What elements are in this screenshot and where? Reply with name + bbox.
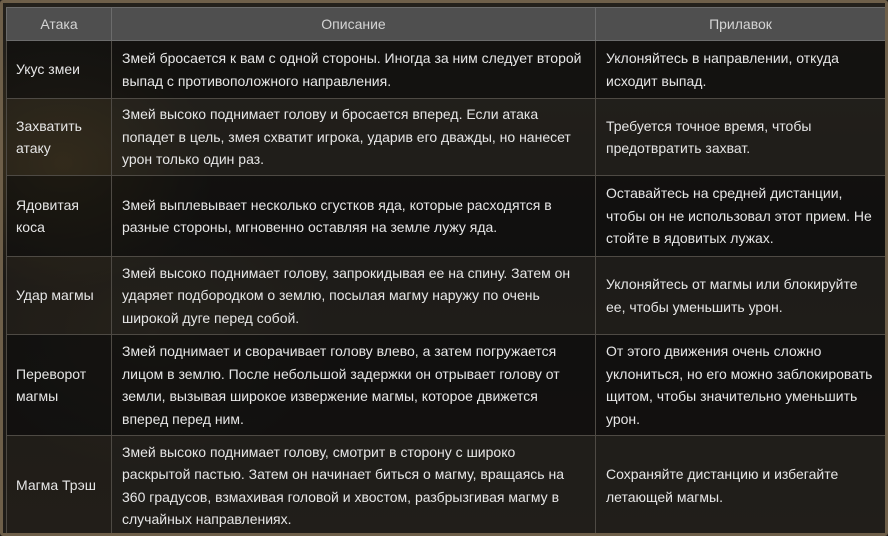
table-row — [7, 41, 886, 99]
attack-counter-cell: Требуется точное время, чтобы предотвратить захват. — [596, 99, 886, 176]
attack-description-cell: Змей выплевывает несколько сгустков яда, которые расходятся в разные стороны, мгновенно оставляя на земле лужу яда. — [112, 176, 596, 257]
table-row — [7, 176, 886, 257]
table-row — [7, 335, 886, 436]
attacks-table — [6, 7, 886, 536]
table-row — [7, 257, 886, 335]
attack-name-cell: Захватить атаку — [7, 99, 112, 176]
table-row — [7, 436, 886, 536]
attack-description-cell: Змей бросается к вам с одной стороны. Иногда за ним следует второй выпад с противоположного направления. — [112, 41, 596, 99]
table-row — [7, 99, 886, 176]
column-header-description: Описание — [112, 8, 596, 41]
attack-counter-cell: Уклоняйтесь в направлении, откуда исходит выпад. — [596, 41, 886, 99]
attack-description-cell: Змей высоко поднимает голову и бросается вперед. Если атака попадет в цель, змея схватит игрока, ударив его дважды, но нанесет урон только один раз. — [112, 99, 596, 176]
attack-name-cell: Укус змеи — [7, 41, 112, 99]
attack-name-cell: Удар магмы — [7, 257, 112, 335]
attack-counter-cell: Уклоняйтесь от магмы или блокируйте ее, чтобы уменьшить урон. — [596, 257, 886, 335]
attack-counter-cell: Сохраняйте дистанцию и избегайте летающей магмы. — [596, 436, 886, 536]
attack-description-cell: Змей высоко поднимает голову, запрокидывая ее на спину. Затем он ударяет подбородком о землю, посылая магму наружу по очень широкой дуге перед собой. — [112, 257, 596, 335]
column-header-attack: Атака — [7, 8, 112, 41]
attack-description-cell: Змей поднимает и сворачивает голову влево, а затем погружается лицом в землю. После небольшой задержки он отрывает голову от земли, вызывая широкое извержение магмы, которое движется вперед перед ним. — [112, 335, 596, 436]
attack-name-cell: Переворот магмы — [7, 335, 112, 436]
column-header-counter: Прилавок — [596, 8, 886, 41]
attack-name-cell: Ядовитая коса — [7, 176, 112, 257]
attack-name-cell: Магма Трэш — [7, 436, 112, 536]
attack-counter-cell: Оставайтесь на средней дистанции, чтобы он не использовал этот прием. Не стойте в ядовитых лужах. — [596, 176, 886, 257]
attack-counter-cell: От этого движения очень сложно уклониться, но его можно заблокировать щитом, чтобы значительно уменьшить урон. — [596, 335, 886, 436]
attack-description-cell: Змей высоко поднимает голову, смотрит в сторону с широко раскрытой пастью. Затем он начинает биться о магму, вращаясь на 360 градусов, взмахивая головой и хвостом, разбрызгивая магму в случайных направлениях. — [112, 436, 596, 536]
table-header-row — [7, 8, 886, 41]
